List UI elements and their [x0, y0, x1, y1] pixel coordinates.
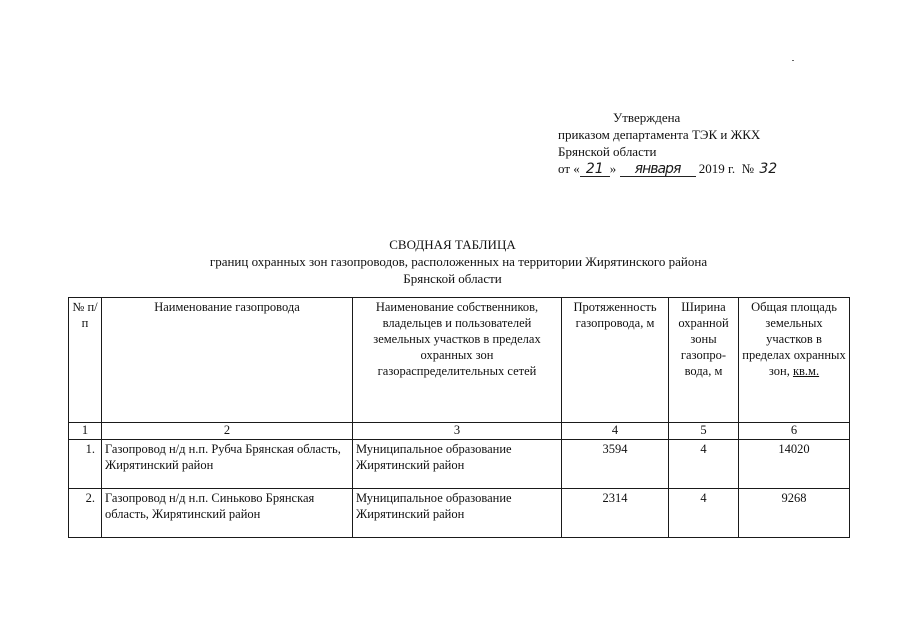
column-number: 5 — [669, 423, 739, 440]
row-owner: Муниципальное образование Жирятинский район — [353, 489, 562, 538]
table-header-row — [69, 298, 850, 423]
header-area — [739, 298, 850, 423]
approval-block — [558, 109, 779, 177]
title-heading: СВОДНАЯ ТАБЛИЦА — [389, 237, 516, 252]
row-area: 9268 — [739, 489, 850, 538]
number-prefix: № — [741, 161, 755, 176]
table-row — [69, 440, 850, 489]
handwritten-month: января — [620, 162, 696, 177]
column-number: 4 — [562, 423, 669, 440]
handwritten-number: 32 — [759, 161, 778, 177]
row-zone-width: 4 — [669, 440, 739, 489]
approval-date-line — [558, 160, 779, 177]
scan-speck — [792, 60, 794, 61]
header-owners: Наименование собственников, владельцев и пользователей земельных участков в пределах охранных зон газораспределительных сетей — [353, 298, 562, 423]
row-length: 2314 — [562, 489, 669, 538]
header-length: Протяженность газопровода, м — [562, 298, 669, 423]
header-num: № п/п — [69, 298, 102, 423]
title-subtitle-line-2: Брянской области — [403, 271, 502, 286]
column-number: 6 — [739, 423, 850, 440]
column-number-row — [69, 423, 850, 440]
header-area-unit: кв.м. — [792, 364, 820, 378]
approval-line-3: Брянской области — [558, 144, 657, 159]
header-area-main: Общая площадь земельных участков в пределах охранных зон, — [742, 300, 846, 378]
header-name: Наименование газопровода — [102, 298, 353, 423]
row-zone-width: 4 — [669, 489, 739, 538]
row-num: 1. — [69, 440, 102, 489]
column-number: 3 — [353, 423, 562, 440]
row-owner: Муниципальное образование Жирятинский район — [353, 440, 562, 489]
date-year: 2019 г. — [698, 161, 736, 176]
title-subtitle-line-1: границ охранных зон газопроводов, расположенных на территории Жирятинского района — [209, 254, 708, 269]
approval-line-2: приказом департамента ТЭК и ЖКХ — [558, 127, 761, 142]
column-number: 2 — [102, 423, 353, 440]
row-num: 2. — [69, 489, 102, 538]
row-area: 14020 — [739, 440, 850, 489]
date-prefix: от « — [558, 161, 580, 176]
column-number: 1 — [69, 423, 102, 440]
row-length: 3594 — [562, 440, 669, 489]
document-title — [0, 236, 905, 287]
row-pipeline-name: Газопровод н/д н.п. Рубча Брянская область, Жирятинский район — [102, 440, 353, 489]
summary-table — [68, 297, 850, 538]
header-width: Ширина охранной зоны газопро-вода, м — [669, 298, 739, 423]
date-mid: » — [609, 161, 617, 176]
table-row — [69, 489, 850, 538]
approval-line-1: Утверждена — [613, 110, 681, 125]
handwritten-day: 21 — [580, 162, 610, 177]
row-pipeline-name: Газопровод н/д н.п. Синьково Брянская область, Жирятинский район — [102, 489, 353, 538]
